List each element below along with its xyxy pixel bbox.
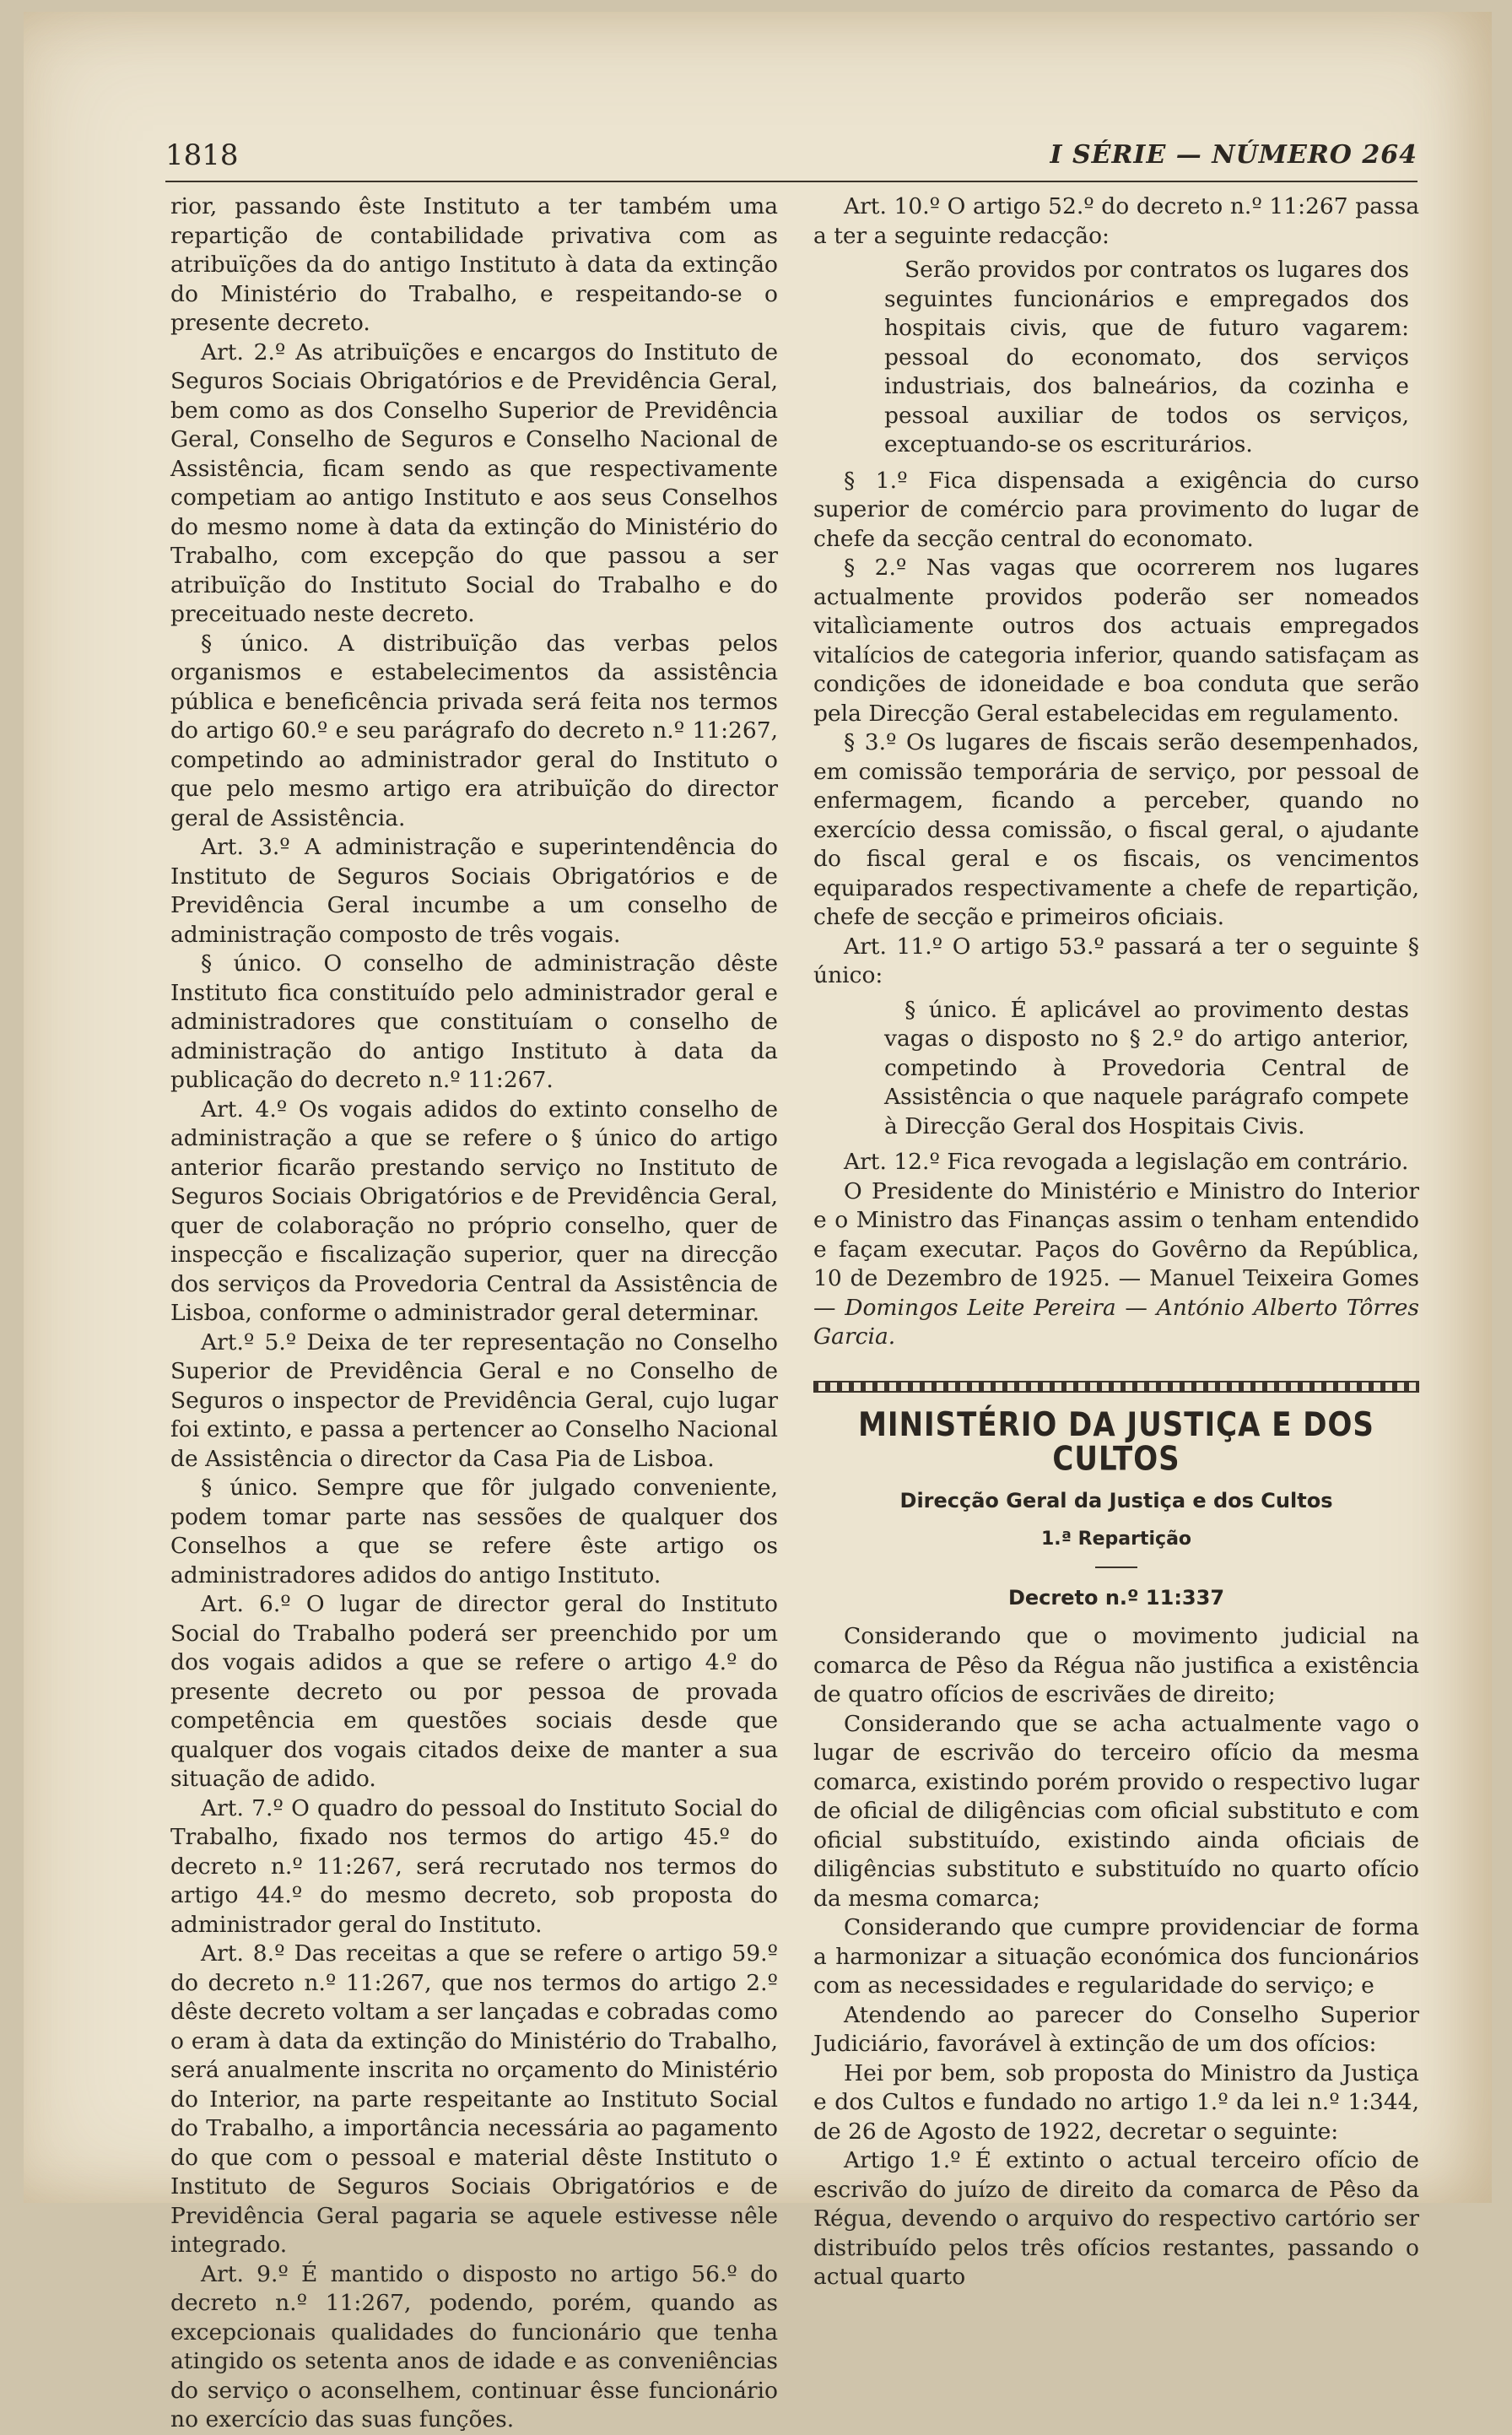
considerando: Hei por bem, sob proposta do Ministro da Justiça e dos Cultos e fundado no artigo 1.º da lei n.º 1:344, de 26 de Agosto de 1922, decretar o seguinte: (813, 2059, 1419, 2145)
direction-heading: Direcção Geral da Justiça e dos Cultos (899, 1488, 1333, 1512)
page-header (165, 138, 1418, 182)
article-11-intro: Art. 11.º O artigo 53.º passará a ter o seguinte § único: (813, 933, 1419, 988)
signature-2: Domingos Leite Pereira (845, 1294, 1116, 1321)
section-heading: 1.ª Repartição (1040, 1529, 1192, 1550)
decree-heading: Decreto n.º 11:337 (1007, 1585, 1225, 1610)
article-12: Art. 12.º Fica revogada a legislação em contrário. (844, 1149, 1409, 1175)
considerando: Atendendo ao parecer do Conselho Superior Judiciário, favorável à extinção de um dos ofícios: (813, 2001, 1419, 2057)
signature-1: Manuel Teixeira Gomes (1149, 1265, 1420, 1291)
paragraph: Art. 6.º O lugar de director geral do Instituto Social do Trabalho poderá ser preenchido por um dos vogais adidos a que se refere o artigo 4.º do presente decreto ou por pessoa de provada competência em questões sociais desde que qualquer dos vogais citados deixe de manter a sua situação de adido. (170, 1591, 778, 1792)
page-number: 1818 (165, 138, 239, 172)
paragraph: Art. 4.º Os vogais adidos do extinto conselho de administração a que se refere o § único do artigo anterior ficarão prestando serviço no Instituto de Seguros Sociais Obrigatórios e de Previdência Geral, quer de colaboração no próprio conselho, quer de inspecção e fiscalização superior, quer na direcção dos serviços da Provedoria Central da Assistência de Lisboa, conforme o administrador geral determinar. (170, 1096, 778, 1326)
paragraph-2: § 2.º Nas vagas que ocorrerem nos lugares actualmente providos poderão ser nomeados vitalìciamente outros dos actuais empregados vitalícios de categoria inferior, quando satisfaçam as condições de idoneidade e boa conduta que serão pela Direcção Geral estabelecidas em regulamento. (813, 555, 1419, 727)
short-divider (1095, 1567, 1137, 1568)
closing-text: O Presidente do Ministério e Ministro do Interior e o Ministro das Finanças assim o tenham entendido e façam executar. Paços do Govêrno da República, 10 de Dezembro de 1925. (813, 1177, 1419, 1291)
series-title: I SÉRIE — NÚMERO 264 (1050, 140, 1418, 170)
closing-paragraph: O Presidente do Ministério e Ministro do Interior e o Ministro das Finanças assim o tenham entendido e façam executar. Paços do Govêrno da República, 10 de Dezembro de 1925. — Manuel Teixeira Gomes — Domingos Leite Pereira — António Alberto Tôrres Garcia. (813, 1177, 1420, 1350)
ornamental-divider (813, 1381, 1419, 1393)
paragraph-3: § 3.º Os lugares de fiscais serão desempenhados, em comissão temporária de serviço, por pessoal de enfermagem, ficando a perceber, quando no exercício dessa comissão, o fiscal geral, o ajudante do fiscal geral e os fiscais, os vencimentos equiparados respectivamente a chefe de repartição, chefe de secção e primeiros oficiais. (813, 729, 1419, 930)
paragraph: rior, passando êste Instituto a ter também uma repartição de contabilidade privativa com as atribuïções da do antigo Instituto à data da extinção do Ministério do Trabalho, e respeitando-se o presente decreto. (170, 193, 778, 336)
paragraph: § único. Sempre que fôr julgado conveniente, podem tomar parte nas sessões de qualquer dos Conselhos a que se refere êste artigo os administradores adidos do antigo Instituto. (170, 1475, 778, 1588)
document-page (24, 12, 1492, 2432)
paragraph: Art. 9.º É mantido o disposto no artigo 56.º do decreto n.º 11:267, podendo, porém, quando as excepcionais qualidades do funcionário que tenha atingido os setenta anos de idade e as conveniências do serviço o aconselhem, continuar êsse funcionário no exercício das suas funções. (170, 2260, 778, 2432)
considerando: Considerando que o movimento judicial na comarca de Pêso da Régua não justifica a existência de quatro ofícios de escrivães de direito; (813, 1623, 1419, 1707)
considerando: Considerando que se acha actualmente vago o lugar de escrivão do terceiro ofício da mesma comarca, existindo porém provido o respectivo lugar de oficial de diligências com oficial substituto e com oficial substituído, existindo ainda oficiais de diligências substituto e substituído no quarto ofício da mesma comarca; (813, 1710, 1419, 1912)
paragraph: Art. 8.º Das receitas a que se refere o artigo 59.º do decreto n.º 11:267, que nos termos do artigo 2.º dêste decreto voltam a ser lançadas e cobradas como o eram à data da extinção do Ministério do Trabalho, será anualmente inscrita no orçamento do Ministério do Interior, na parte respeitante ao Instituto Social do Trabalho, a importância necessária ao pagamento do que com o pessoal e material dêste Instituto o Instituto de Seguros Sociais Obrigatórios e de Previdência Geral pagaria se aquele estivesse nêle integrado. (170, 1940, 778, 2258)
paragraph: Art. 2.º As atribuïções e encargos do Instituto de Seguros Sociais Obrigatórios e de Previdência Geral, bem como as dos Conselho Superior de Previdência Geral, Conselho de Seguros e Conselho Nacional de Assistência, ficam sendo as que respectivamente competiam ao antigo Instituto e aos seus Conselhos do mesmo nome à data da extinção do Ministério do Trabalho, com excepção do que passou a ser atribuïção do Instituto Social do Trabalho e do preceituado neste decreto. (170, 338, 778, 627)
signature-3: António Alberto Tôrres Garcia. (813, 1294, 1419, 1350)
paragraph: Art. 7.º O quadro do pessoal do Instituto Social do Trabalho, fixado nos termos do artigo 45.º do decreto n.º 11:267, será recrutado nos termos do artigo 44.º do mesmo decreto, sob proposta do administrador geral do Instituto. (170, 1794, 778, 1938)
paragraph: Art.º 5.º Deixa de ter representação no Conselho Superior de Previdência Geral e no Conselho de Seguros o inspector de Previdência Geral, cujo lugar foi extinto, e passa a pertencer ao Conselho Nacional de Assistência o director da Casa Pia de Lisboa. (170, 1328, 778, 1472)
right-column (813, 192, 1419, 2292)
considerando: Artigo 1.º É extinto o actual terceiro ofício de escrivão do juízo de direito da comarca de Pêso da Régua, devendo o arquivo do respectivo cartório ser distribuído pelos três ofícios restantes, passando o actual quarto (813, 2147, 1419, 2290)
paragraph: § único. O conselho de administração dêste Instituto fica constituído pelo administrador geral e administradores que constituíam o conselho de administração do antigo Instituto à data da publicação do decreto n.º 11:267. (170, 950, 778, 1093)
considerando: Considerando que cumpre providenciar de forma a harmonizar a situação económica dos funcionários com as necessidades e regularidade do serviço; e (813, 1914, 1419, 1999)
paragraph: § único. A distribuïção das verbas pelos organismos e estabelecimentos da assistência pública e beneficência privada será feita nos termos do artigo 60.º e seu parágrafo do decreto n.º 11:267, competindo ao administrador geral do Instituto o que pelo mesmo artigo era atribuïção do director geral de Assistência. (170, 630, 778, 831)
paragraph: Art. 3.º A administração e superintendência do Instituto de Seguros Sociais Obrigatórios e de Previdência Geral incumbe a um conselho de administração composto de três vogais. (170, 834, 778, 948)
article-11-quote: § único. É aplicável ao provimento destas vagas o disposto no § 2.º do artigo anterior, competindo à Provedoria Central de Assistência o que naquele parágrafo compete à Direcção Geral dos Hospitais Civis. (884, 996, 1409, 1139)
ministry-heading: MINISTÉRIO DA JUSTIÇA E DOS CULTOS (858, 1404, 1374, 1478)
article-10-intro: Art. 10.º O artigo 52.º do decreto n.º 11:267 passa a ter a seguinte redacção: (813, 193, 1419, 249)
left-column (170, 192, 778, 2435)
article-10-quote: Serão providos por contratos os lugares dos seguintes funcionários e empregados dos hospitais civis, que de futuro vagarem: pessoal do economato, dos serviços industriais, dos balneários, da cozinha e pessoal auxiliar de todos os serviços, exceptuando-se os escriturários. (884, 257, 1409, 457)
paragraph-1: § 1.º Fica dispensada a exigência do curso superior de comércio para provimento do lugar de chefe da secção central do economato. (813, 467, 1419, 552)
